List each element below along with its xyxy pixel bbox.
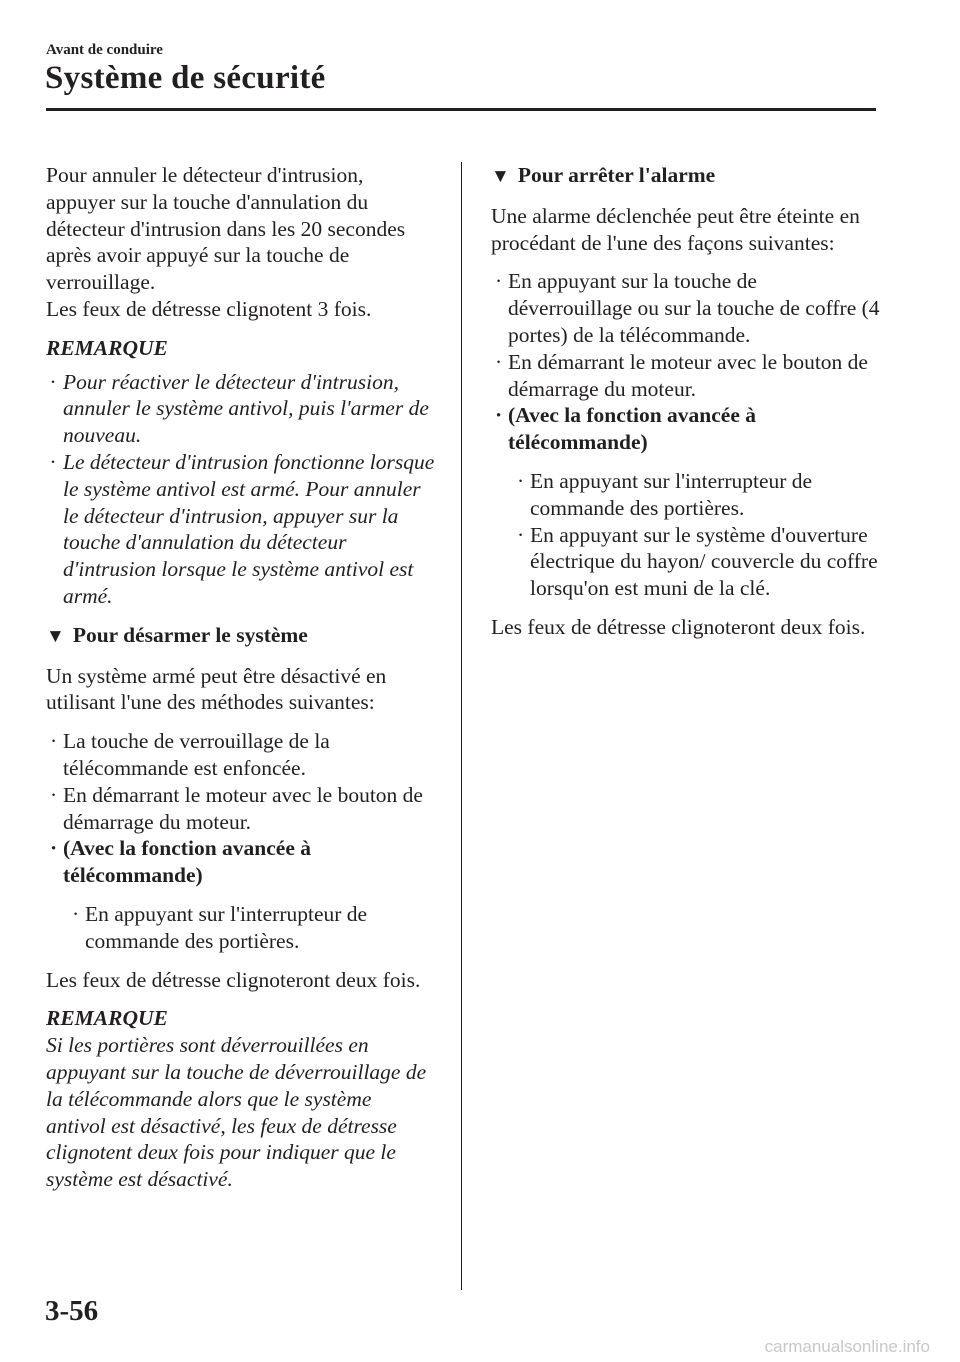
list-item-text: La touche de verrouillage de la télécommande est enfoncée. [63,729,330,780]
page-title: Système de sécurité [45,60,326,96]
bullet-icon: · [50,729,58,754]
intro-text: Pour annuler le détecteur d'intrusion, appuyer sur la touche d'annulation du détecteur d'intrusion dans les 20 secondes après avoir appuyé sur la touche de verrouillage. [46,163,406,295]
heading-text: Pour arrêter l'alarme [517,163,716,187]
note-label: REMARQUE [46,335,168,360]
disarm-sub-list [68,901,436,955]
list-item-text: En appuyant sur l'interrupteur de commande des portières. [530,468,813,520]
list-item-text: (Avec la fonction avancée à télécommande) [63,836,311,888]
disarm-intro: Un système armé peut être désactivé en utilisant l'une des méthodes suivantes: [46,663,387,715]
intro-text-2: Les feux de détresse clignotent 3 fois. [46,296,372,321]
bullet-icon: · [50,782,58,807]
list-item-text: En appuyant sur le système d'ouverture électrique du hayon/ couvercle du coffre lorsqu'on est muni de la clé. [530,522,878,601]
watermark: carmanualsonline.info [764,1337,930,1356]
section-heading-disarm [46,622,436,651]
left-column [46,162,436,1205]
list-item [46,449,436,610]
list-item-text: En appuyant sur la touche de déverrouillage ou sur la touche de coffre (4 portes) de la télécommande. [508,269,880,347]
alarm-sub-list [513,468,881,602]
list-item-text: En démarrant le moteur avec le bouton de démarrage du moteur. [63,782,423,834]
list-item [46,835,436,889]
right-column [491,162,881,653]
list-item [46,728,436,782]
alarm-outro: Les feux de détresse clignoteront deux fois. [491,614,866,639]
bullet-icon: · [50,449,56,474]
list-item [46,782,436,836]
list-item-text: (Avec la fonction avancée à télécommande) [508,403,756,455]
bullet-icon: · [50,836,58,861]
triangle-icon: ▼ [46,625,65,647]
bullet-icon: · [495,403,503,428]
list-item-text: Pour réactiver le détecteur d'intrusion, annuler le système antivol, puis l'armer de nouveau. [63,369,429,448]
page-number: 3-56 [45,1295,99,1327]
bullet-icon: · [517,468,525,493]
list-item [46,369,436,449]
header-rule [46,108,876,111]
triangle-icon: ▼ [491,166,510,187]
list-item [491,268,881,348]
alarm-intro: Une alarme déclenchée peut être éteinte en procédant de l'une des façons suivantes: [491,203,860,255]
list-item [491,402,881,456]
bullet-icon: · [517,522,525,547]
bullet-icon: · [495,349,503,374]
bullet-icon: · [72,901,80,926]
heading-text: Pour désarmer le système [72,622,308,647]
list-item [513,522,881,602]
list-item [513,468,881,522]
note-label: REMARQUE [46,1006,168,1031]
note-text: Si les portières sont déverrouillées en appuyant sur la touche de déverrouillage de la télécommande alors que le système antivol est désactivé, les feux de détresse clignotent deux fois pour indiquer que le système est désactivé. [46,1033,427,1192]
disarm-outro: Les feux de détresse clignoteront deux fois. [46,967,421,992]
section-heading-alarm [491,162,881,191]
column-divider [461,162,462,1290]
alarm-list [491,268,881,456]
bullet-icon: · [495,269,503,294]
list-item [68,901,436,955]
note-list [46,369,436,610]
list-item-text: Le détecteur d'intrusion fonctionne lorsque le système antivol est armé. Pour annuler le détecteur d'intrusion, appuyer sur la touche d'annulation du détecteur d'intrusion lorsque le système antivol est armé. [63,449,435,608]
intro-paragraph [46,162,436,323]
section-label: Avant de conduire [46,42,163,58]
list-item-text: En démarrant le moteur avec le bouton de démarrage du moteur. [508,349,868,401]
bullet-icon: · [50,369,56,394]
disarm-list [46,728,436,889]
list-item [491,349,881,403]
list-item-text: En appuyant sur l'interrupteur de commande des portières. [85,901,368,953]
